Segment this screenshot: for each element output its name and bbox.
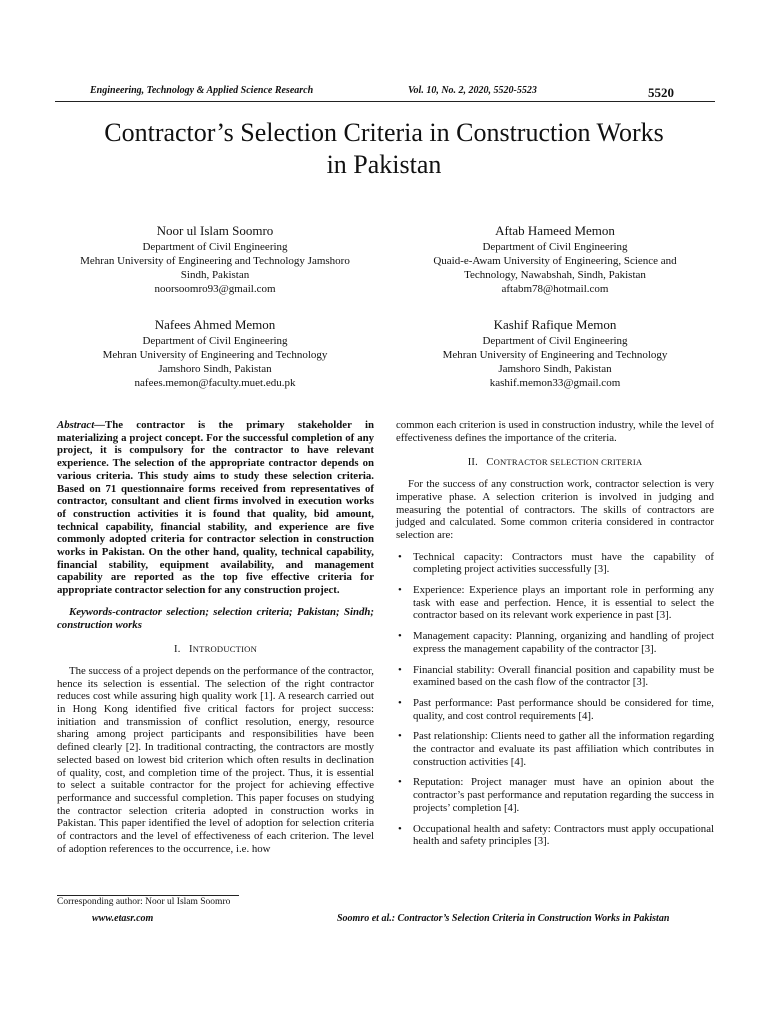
bullet-icon: • [398,584,402,597]
author-email: kashif.memon33@gmail.com [489,377,621,389]
author-location: Technology, Nawabshah, Sindh, Pakistan [464,269,646,281]
criteria-list [396,551,714,848]
author-department: Department of Civil Engineering [142,335,288,347]
author-block [400,222,710,296]
header-rule [55,101,715,102]
list-item [396,697,714,722]
list-item [396,551,714,576]
author-block [55,316,375,390]
author-affiliation: Mehran University of Engineering and Technology [102,349,328,361]
bullet-icon: • [398,630,402,643]
author-block [400,316,710,390]
author-location: Jamshoro Sindh, Pakistan [158,363,272,375]
footer-citation: Soomro et al.: Contractor’s Selection Criteria in Construction Works in Pakistan [337,913,670,924]
section-heading-introduction [57,643,374,657]
running-header-journal: Engineering, Technology & Applied Science Research [90,85,314,96]
author-name: Noor ul Islam Soomro [156,223,274,238]
criteria-intro-paragraph: For the success of any construction work, contractor selection is very imperative phase. A selection criterion is involved in judging and measuring the potential of contractors. The skills of contractors are judged and calculated. Some common criteria considered in contractor selection are: [396,478,714,541]
criterion-text: Reputation: Project manager must have an opinion about the contractor’s past performance and reputation regarding the success in projects’ completion [4]. [413,776,714,814]
section-first-letter: I [189,644,193,656]
criterion-text: Experience: Experience plays an important role in performing any task with ease and perfection. Hence, it is essential to select the contractor based on its relevant work experience in past [3]. [413,584,714,622]
footer-website: www.etasr.com [92,913,154,924]
abstract-label: Abstract [57,419,95,431]
bullet-icon: • [398,730,402,743]
introduction-paragraph: The success of a project depends on the performance of the contractor, hence its selection is essential. The selection of the right contractor reduces cost while assuring high quality work [1]. A research carried out in Hong Kong identified five critical factors for project success: initiation and transmission of conflict resolution, energy, resource sharing among project participants and responsibilities have been defined clearly [2]. In traditional contracting, the contractors are mostly selected based on lowest bid criterion which often results in declination of quality, cost, and completion time of the project. Thus, it is essential to select a suitable contractor for the project for achieving effective performance and successful completion. This paper focuses on studying the contractor selection criteria adopted in construction works in Pakistan. This paper identified the level of adoption for selection criteria of contractors and the level of effectiveness of each criterion. The level of adoption references to the occurrence, i.e. how [57,664,374,855]
author-location: Jamshoro Sindh, Pakistan [498,363,612,375]
page-number: 5520 [648,85,674,100]
list-item [396,776,714,814]
list-item [396,823,714,848]
running-header-volume: Vol. 10, No. 2, 2020, 5520-5523 [408,85,537,96]
paper-title [40,117,728,181]
footnote-corresponding-author: Corresponding author: Noor ul Islam Soomro [57,897,231,907]
author-affiliation: Quaid-e-Awam University of Engineering, Science and [433,255,677,267]
criterion-text: Financial stability: Overall financial position and capability must be examined based on the cash flow of the contractor [3]. [413,663,714,689]
section-number: II. [467,457,478,469]
criterion-text: Management capacity: Planning, organizing and handling of project express the management capability of the contractor [3]. [413,630,714,655]
list-item [396,630,714,655]
criterion-text: Past performance: Past performance should be considered for time, quality, and cost control requirements [4]. [413,696,714,722]
abstract-text: The contractor is the primary stakeholder in materializing a project concept. For the successful completion of any project, it is compulsory for the contractor to have relevant experience. The selection of the appropriate contractor depends on various criteria. This study aims to study these selection criteria. Based on 71 questionnaire forms received from representatives of contractor, consultant and client firms involved in execution works of construction activities it is found that quality, bid amount, technical capability, financial stability, and experience are five commonly adopted criteria for contractor selection in construction works in Pakistan. On the other hand, quality, technical capability, financial stability, equipment availability, and management capability are reported as the top five effective criteria for appropriate contractor selection for any construction project. [57,419,374,597]
list-item [396,584,714,622]
keywords: Keywords-contractor selection; selection criteria; Pakistan; Sindh; construction works [57,605,374,631]
author-affiliation: Mehran University of Engineering and Technology [442,349,668,361]
bullet-icon: • [398,776,402,789]
author-email: aftabm78@hotmail.com [501,283,609,295]
author-email: noorsoomro93@gmail.com [154,283,276,295]
bullet-icon: • [398,550,402,563]
introduction-continued: common each criterion is used in construction industry, while the level of effectiveness defines the importance of the criteria. [396,419,714,444]
title-line-1: Contractor’s Selection Criteria in Construction Works [104,118,664,147]
author-name: Nafees Ahmed Memon [154,317,276,332]
section-heading-contractor-selection-criteria [396,456,714,470]
abstract [57,419,374,597]
criterion-text: Past relationship: Clients need to gather all the information regarding the contractor and evaluate its past affiliation which contributes in construction activities [4]. [413,730,714,768]
author-department: Department of Civil Engineering [142,241,288,253]
bullet-icon: • [398,663,402,676]
author-name: Aftab Hameed Memon [495,223,615,238]
list-item [396,664,714,689]
list-item [396,730,714,768]
footnote-rule [57,895,239,896]
left-column [57,419,374,856]
bullet-icon: • [398,696,402,709]
author-department: Department of Civil Engineering [482,241,628,253]
bullet-icon: • [398,822,402,835]
section-title-rest: ONTRACTOR SELECTION CRITERIA [493,457,643,468]
criterion-text: Occupational health and safety: Contractors must apply occupational health and safety principles [3]. [413,822,714,848]
criterion-text: Technical capacity: Contractors must have the capability of completing project activities successfully [3]. [413,550,714,576]
section-first-letter: C [486,457,494,469]
author-block [55,222,375,296]
section-title-rest: NTRODUCTION [192,644,257,655]
right-column [396,419,714,856]
section-number: I. [174,644,181,656]
author-location: Sindh, Pakistan [180,269,250,281]
abstract-dash: — [94,419,105,431]
author-department: Department of Civil Engineering [482,335,628,347]
author-email: nafees.memon@faculty.muet.edu.pk [134,377,296,389]
author-name: Kashif Rafique Memon [493,317,617,332]
author-affiliation: Mehran University of Engineering and Technology Jamshoro [80,255,350,267]
title-line-2: in Pakistan [326,150,442,179]
